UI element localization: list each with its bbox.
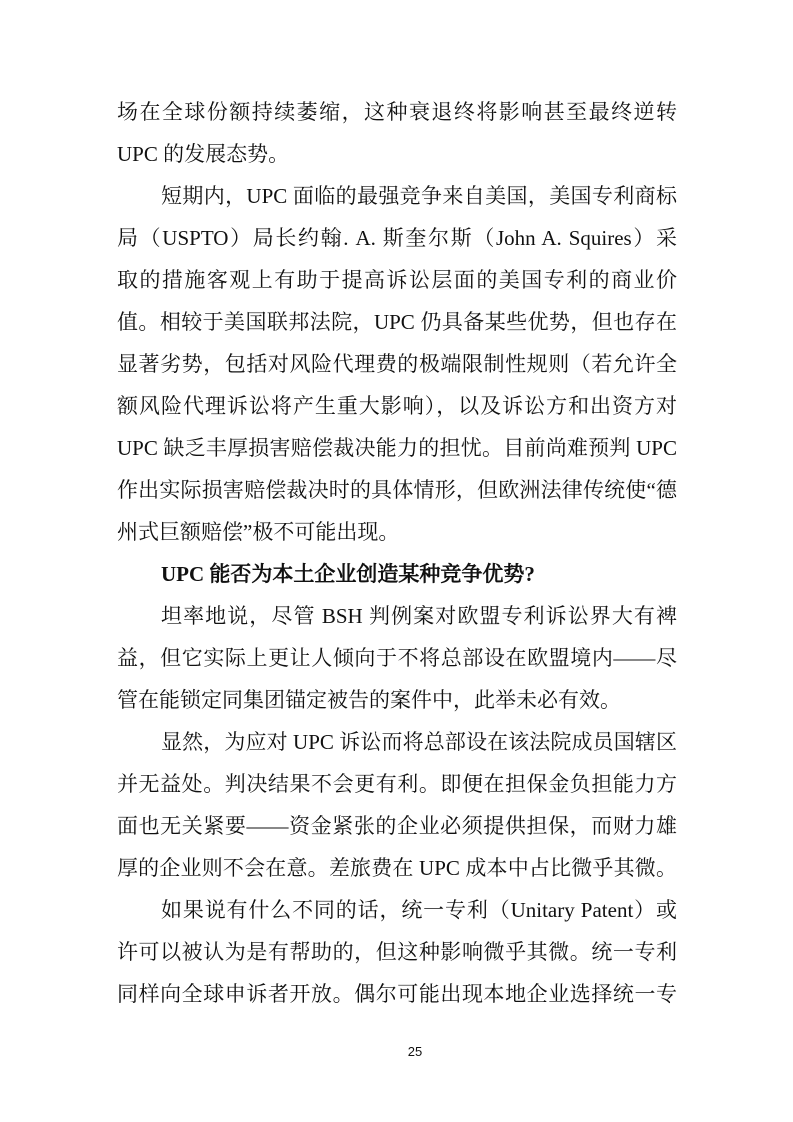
text-line: 面也无关紧要——资金紧张的企业必须提供担保，而财力雄 — [117, 814, 677, 838]
text-line: 厚的企业则不会在意。差旅费在 UPC 成本中占比微乎其微。 — [117, 856, 677, 880]
text-line: 州式巨额赔偿”极不可能出现。 — [117, 520, 400, 544]
page-number: 25 — [407, 1044, 423, 1059]
text-line: 显然，为应对 UPC 诉讼而将总部设在该法院成员国辖区 — [161, 730, 677, 754]
text-line: 许可以被认为是有帮助的，但这种影响微乎其微。统一专利 — [117, 940, 677, 964]
text-line: 同样向全球申诉者开放。偶尔可能出现本地企业选择统一专 — [117, 982, 677, 1006]
text-line: 值。相较于美国联邦法院，UPC 仍具备某些优势，但也存在 — [117, 310, 677, 334]
text-line: 短期内，UPC 面临的最强竞争来自美国，美国专利商标 — [161, 184, 677, 208]
text-line: 取的措施客观上有助于提高诉讼层面的美国专利的商业价 — [117, 268, 677, 292]
text-line: 管在能锁定同集团锚定被告的案件中，此举未必有效。 — [117, 688, 621, 712]
text-line: 作出实际损害赔偿裁决时的具体情形，但欧洲法律传统使“德 — [117, 478, 677, 502]
text-line: 益，但它实际上更让人倾向于不将总部设在欧盟境内——尽 — [117, 646, 677, 670]
text-line: UPC 缺乏丰厚损害赔偿裁决能力的担忧。目前尚难预判 UPC — [117, 436, 677, 460]
text-line: 局（USPTO）局长约翰. A. 斯奎尔斯（John A. Squires）采 — [117, 226, 677, 250]
text-line: 如果说有什么不同的话，统一专利（Unitary Patent）或 — [161, 898, 677, 922]
section-heading: UPC 能否为本土企业创造某种竞争优势? — [161, 562, 535, 586]
document-body — [117, 91, 677, 1015]
text-line: 坦率地说，尽管 BSH 判例案对欧盟专利诉讼界大有裨 — [161, 604, 677, 628]
text-line: 额风险代理诉讼将产生重大影响），以及诉讼方和出资方对 — [117, 394, 677, 418]
text-line: 并无益处。判决结果不会更有利。即便在担保金负担能力方 — [117, 772, 677, 796]
text-line: UPC 的发展态势。 — [117, 142, 290, 166]
text-line: 场在全球份额持续萎缩，这种衰退终将影响甚至最终逆转 — [117, 100, 677, 124]
text-line: 显著劣势，包括对风险代理费的极端限制性规则（若允许全 — [117, 352, 677, 376]
